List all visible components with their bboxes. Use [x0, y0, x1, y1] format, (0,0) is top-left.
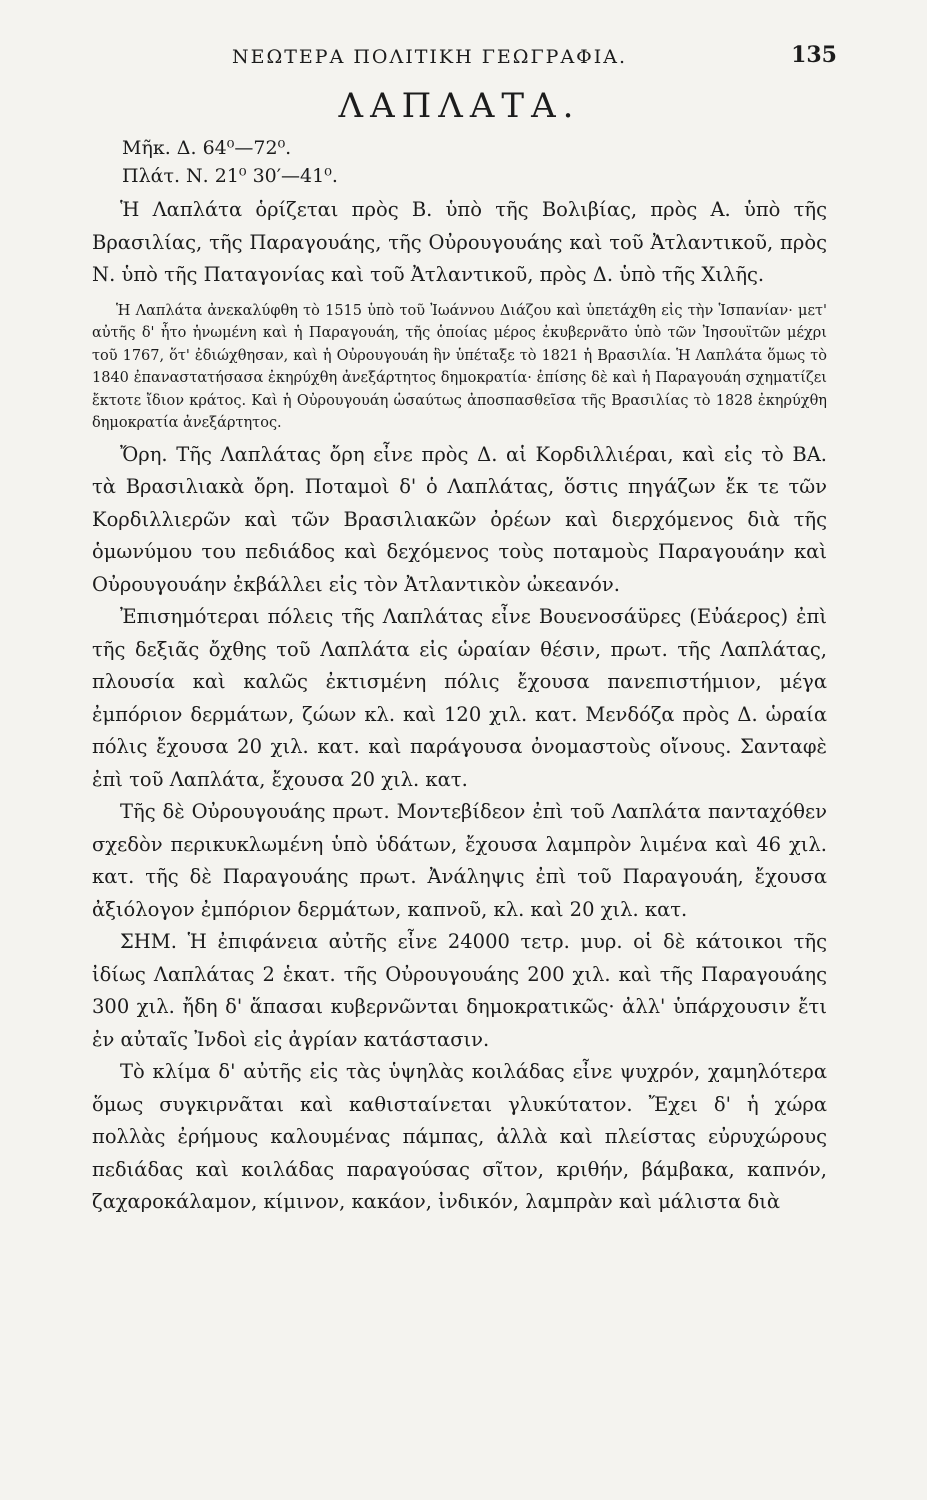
paragraph-boundaries: Ἡ Λαπλάτα ὁρίζεται πρὸς Β. ὑπὸ τῆς Βολιβίας, πρὸς Α. ὑπὸ τῆς Βρασιλίας, τῆς Παραγουάης, τῆς Οὐρουγουάης καὶ τοῦ Ἀτλαντικοῦ, πρὸς Ν. ὑπὸ τῆς Παταγονίας καὶ τοῦ Ἀτλαντικοῦ, πρὸς Δ. ὑπὸ τῆς Χιλῆς. — [92, 198, 827, 286]
paragraph-remark: ΣΗΜ. Ἡ ἐπιφάνεια αὐτῆς εἶνε 24000 τετρ. μυρ. οἱ δὲ κάτοικοι τῆς ἰδίως Λαπλάτας 2 ἑκατ. τῆς Οὐρουγουάης 200 χιλ. καὶ τῆς Παραγουάης 300 χιλ. ἤδη δ' ἅπασαι κυβερνῶνται δημοκρατικῶς· ἀλλ' ὑπάρχουσιν ἔτι ἐν αὐταῖς Ἰνδοὶ εἰς ἀγρίαν κατάστασιν. — [92, 930, 827, 1051]
paragraph-climate: Τὸ κλίμα δ' αὐτῆς εἰς τὰς ὑψηλὰς κοιλάδας εἶνε ψυχρόν, χαμηλότερα ὅμως συγκιρνᾶται καὶ καθισταίνεται γλυκύτατον. Ἔχει δ' ἡ χώρα πολλὰς ἐρήμους καλουμένας πάμπας, ἀλλὰ καὶ πλείστας εὐρυχώρους πεδιάδας καὶ κοιλάδας παραγούσας σῖτον, κριθήν, βάμβακα, καπνόν, ζαχαροκάλαμον, κίμινον, κακάον, ἰνδικόν, λαμπρὰν καὶ μάλιστα διὰ — [92, 1060, 827, 1213]
paragraph-cities-uruguay-paraguay: Τῆς δὲ Οὐρουγουάης πρωτ. Μοντεβίδεον ἐπὶ τοῦ Λαπλάτα πανταχόθεν σχεδὸν περικυκλωμένη ὑπὸ ὑδάτων, ἔχουσα λαμπρὸν λιμένα καὶ 46 χιλ. κατ. τῆς δὲ Παραγουάης πρωτ. Ἀνάληψις ἐπὶ τοῦ Παραγουάη, ἔχουσα ἀξιόλογον ἐμπόριον δερμάτων, καπνοῦ, κλ. καὶ 20 χιλ. κατ. — [92, 800, 827, 921]
coordinates — [122, 134, 827, 190]
longitude-line: Μῆκ. Δ. 64⁰—72⁰. — [122, 137, 292, 159]
footnote-history: Ἡ Λαπλάτα ἀνεκαλύφθη τὸ 1515 ὑπὸ τοῦ Ἰωάννου Διάζου καὶ ὑπετάχθη εἰς τὴν Ἱσπανίαν· μετ' αὐτῆς δ' ἦτο ἡνωμένη καὶ ἡ Παραγουάη, τῆς ὁποίας μέρος ἐκυβερνᾶτο ὑπὸ τῶν Ἰησουϊτῶν μέχρι τοῦ 1767, ὅτ' ἐδιώχθησαν, καὶ ἡ Οὐρουγουάη ἣν ὑπέταξε τὸ 1821 ἡ Βρασιλία. Ἡ Λαπλάτα ὅμως τὸ 1840 ἐπαναστατήσασα ἐκηρύχθη ἀνεξάρτητος δημοκρατία· ἐπίσης δὲ καὶ ἡ Παραγουάη σχηματίζει ἔκτοτε ἴδιον κράτος. Καὶ ἡ Οὐρουγουάη ὡσαύτως ἀποσπασθεῖσα τῆς Βρασιλίας τὸ 1828 ἐκηρύχθη δημοκρατία ἀνεξάρτητος. — [92, 302, 827, 431]
page-number: 135 — [791, 42, 837, 68]
paragraph-mountains: Ὄρη. Τῆς Λαπλάτας ὄρη εἶνε πρὸς Δ. αἱ Κορδιλλιέραι, καὶ εἰς τὸ ΒΑ. τὰ Βρασιλιακὰ ὄρη. Ποταμοὶ δ' ὁ Λαπλάτας, ὅστις πηγάζων ἔκ τε τῶν Κορδιλλιερῶν καὶ τῶν Βρασιλιακῶν ὀρέων καὶ διερχόμενος διὰ τῆς ὁμωνύμου του πεδιάδος καὶ δεχόμενος τοὺς ποταμοὺς Παραγουάην καὶ Οὐρουγουάην ἐκβάλλει εἰς τὸν Ἀτλαντικὸν ὠκεανόν. — [92, 442, 827, 596]
chapter-title: ΛΑΠΛΑΤΑ. — [338, 86, 581, 126]
paragraph-cities-laplata: Ἐπισημότεραι πόλεις τῆς Λαπλάτας εἶνε Βουενοσάϋρες (Εὐάερος) ἐπὶ τῆς δεξιᾶς ὄχθης τοῦ Λαπλάτα εἰς ὡραίαν θέσιν, πρωτ. τῆς Λαπλάτας, πλουσία καὶ καλῶς ἐκτισμένη πόλις ἔχουσα πανεπιστήμιον, μέγα ἐμπόριον δερμάτων, ζώων κλ. καὶ 120 χιλ. κατ. Μενδόζα πρὸς Δ. ὡραία πόλις ἔχουσα 20 χιλ. κατ. καὶ παράγουσα ὀνομαστοὺς οἴνους. Σανταφὲ ἐπὶ τοῦ Λαπλάτα, ἔχουσα 20 χιλ. κατ. — [92, 605, 827, 791]
running-head — [92, 28, 837, 78]
running-title: ΝΕΩΤΕΡΑ ΠΟΛΙΤΙΚΗ ΓΕΩΓΡΑΦΙΑ. — [232, 46, 628, 68]
latitude-line: Πλάτ. Ν. 21⁰ 30′—41⁰. — [122, 165, 338, 187]
